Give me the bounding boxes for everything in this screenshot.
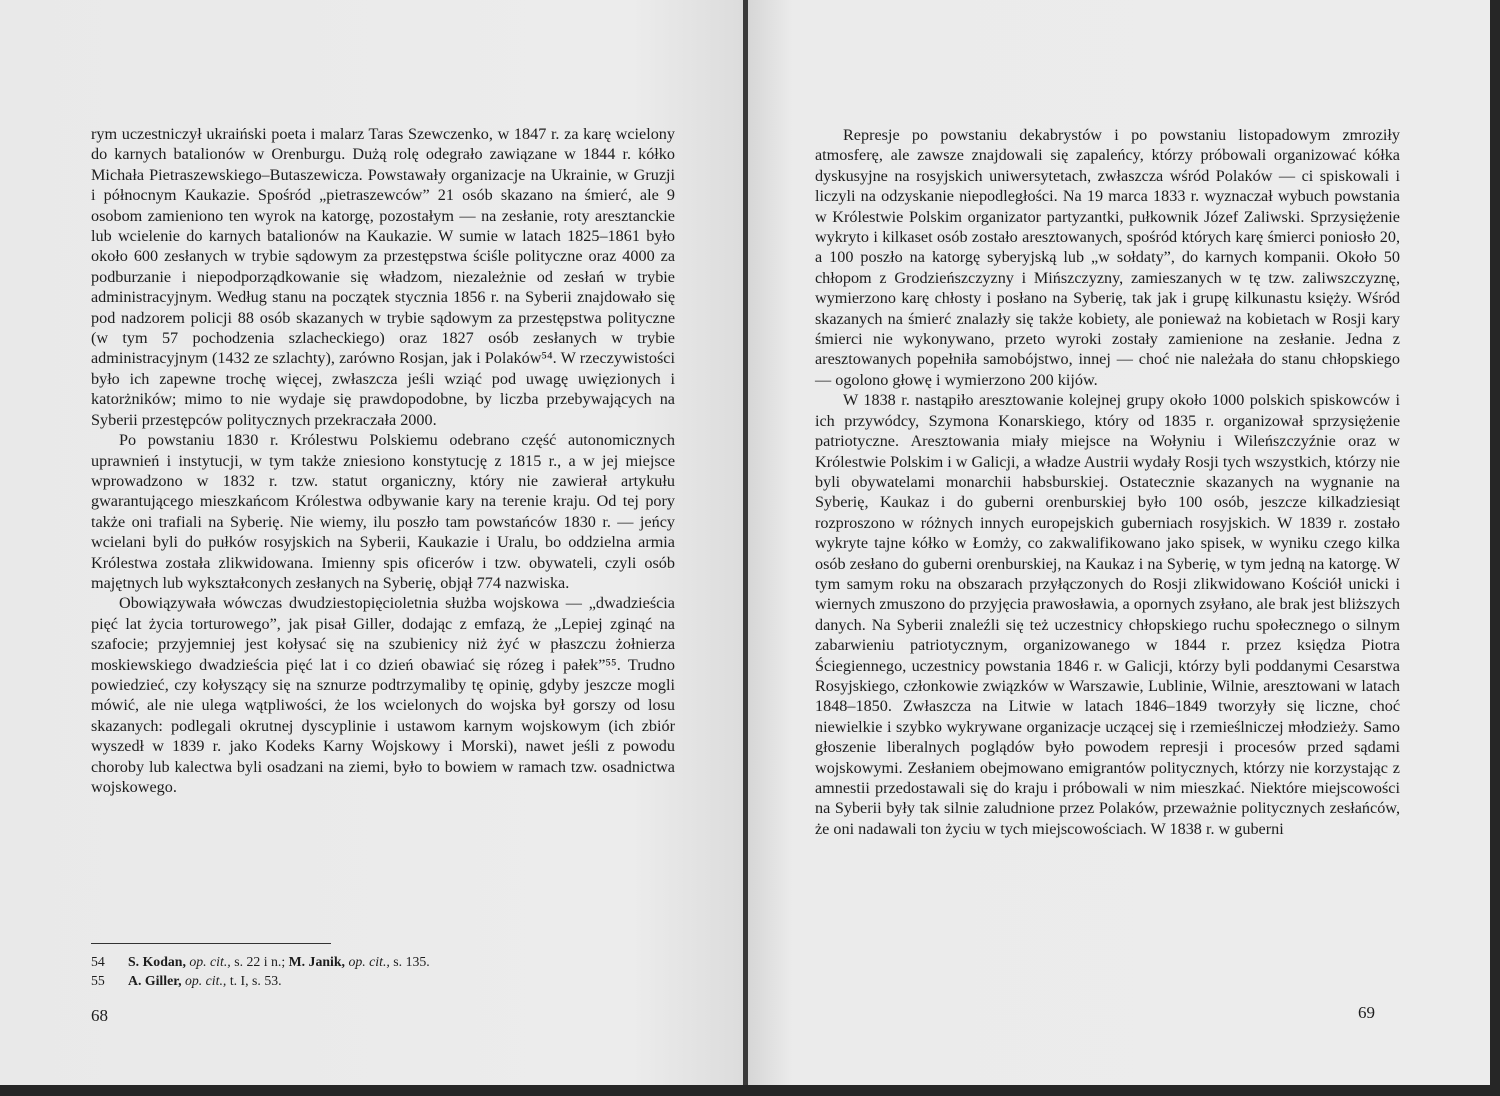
- right-page-body: [815, 125, 1400, 839]
- paragraph: rym uczestniczył ukraiński poeta i malarz Taras Szewczenko, w 1847 r. za karę wcielony do karnych batalionów w Orenburgu. Dużą rolę odegrało zawiązane w 1844 r. kółko Michała Pietraszewskiego–Butaszewicza. Powstawały organizacje na Ukrainie, w Gruzji i północnym Kaukazie. Spośród „pietraszewców” 21 osób skazano na śmierć, ale 9 osobom zamieniono ten wyrok na katorgę, pozostałym — na zesłanie, roty aresztanckie lub wcielenie do karnych batalionów na Kaukazie. W sumie w latach 1825–1861 było około 600 zesłanych w trybie sądowym za przestępstwa ściśle polityczne oraz 4000 za podburzanie i niepodporządkowanie się władzom, niezależnie od zesłań w trybie administracyjnym. Według stanu na początek stycznia 1856 r. na Syberii znajdowało się pod nadzorem policji 88 osób skazanych w trybie sądowym za przestępstwa polityczne (w tym 57 pochodzenia szlacheckiego) oraz 1827 osób zesłanych w trybie administracyjnym (1432 ze szlachty), zarówno Rosjan, jak i Polaków⁵⁴. W rzeczywistości było ich zapewne trochę więcej, zwłaszcza jeśli wziąć pod uwagę uwięzionych i katorżników; mimo to nie wydaje się prawdopodobne, by liczba przebywających na Syberii przestępców politycznych przekraczała 2000.: [91, 125, 675, 429]
- footnote-ref: s. 22 i n.;: [234, 954, 289, 969]
- footnote-opcit: op. cit.,: [184, 973, 227, 988]
- paragraph: W 1838 r. nastąpiło aresztowanie kolejnej grupy około 1000 polskich spiskowców i ich przywódcy, Szymona Konarskiego, który od 1835 r. organizował sprzysiężenie patriotyczne. Aresztowania miały miejsce na Wołyniu i Wileńszczyźnie oraz w Królestwie Polskim i w Galicji, a władze Austrii wydały Rosji tych wszystkich, którzy nie byli obywatelami monarchii habsburskiej. Ostatecznie skazanych na wygnanie na Syberię, Kaukaz i do guberni orenburskiej było 100 osób, jeszcze kilkadziesiąt rozproszono w różnych innych europejskich guberniach rosyjskich. W 1839 r. zostało wykryte tajne kółko w Łomży, co zakwalifikowano jako spisek, w wyniku czego kilka osób zesłano do guberni orenburskiej, na Kaukaz i na Syberię, w tym jedną na katorgę. W tym samym roku na obszarach przyłączonych do Rosji zlikwidowano Kościół unicki i wiernych zmuszono do przyjęcia prawosławia, a opornych zsyłano, ale brak jest bliższych danych. Na Syberii znaleźli się też uczestnicy chłopskiego ruchu społecznego o silnym zabarwieniu patriotycznym, organizowanego w 1844 r. przez księdza Piotra Ściegiennego, uczestnicy powstania 1846 r. w Galicji, którzy byli poddanymi Cesarstwa Rosyjskiego, członkowie związków w Warszawie, Lublinie, Wilnie, aresztowani w latach 1848–1850. Zwłaszcza na Litwie w latach 1846–1849 tworzyły się liczne, choć niewielkie i szybko wykrywane organizacje uczącej się i rzemieślniczej młodzieży. Samo głoszenie liberalnych poglądów było powodem represji i procesów przed sądami wojskowymi. Zesłaniem obejmowano emigrantów politycznych, którzy nie korzystając z amnestii przedostawali się do kraju i próbowali w nim mieszkać. Niektóre miejscowości na Syberii były tak silnie zaludnione przez Polaków, przeważnie politycznych zesłańców, że oni nadawali ton życiu w tych miejscowościach. W 1838 r. w guberni: [815, 391, 1400, 838]
- footnote-author: M. Janik,: [288, 954, 345, 969]
- scan-border: [0, 1085, 1500, 1096]
- footnote: [91, 952, 675, 971]
- footnote-opcit: op. cit.,: [189, 954, 231, 969]
- left-page-body: [91, 124, 675, 797]
- paragraph: Obowiązywała wówczas dwudziestopięcioletnia służba wojskowa — „dwadzieścia pięć lat życia torturowego”, jak pisał Giller, dodając z emfazą, że „Lepiej zginąć na szafocie; przyjemniej jest kołysać się na szubienicy niż żyć w płaszczu żołnierza moskiewskiego dwadzieścia pięć lat i co dzień obawiać się rózeg i pałek”⁵⁵. Trudno powiedzieć, czy kołyszący się na sznurze podtrzymaliby tę opinię, gdyby jeszcze mogli mówić, ale nie ulega wątpliwości, że los wcielonych do wojska był gorszy od losu skazanych: podlegali okrutnej dyscyplinie i ustawom karnym wojskowym (ich zbiór wyszedł w 1839 r. jako Kodeks Karny Wojskowy i Morski), nawet jeśli z powodu choroby lub kalectwa byli osadzani na ziemi, było to bowiem w ramach tzw. osadnictwa wojskowego.: [91, 594, 675, 796]
- footnote-opcit: op. cit.,: [348, 954, 390, 969]
- footnote-author: S. Kodan,: [128, 954, 186, 969]
- footnote-text: [128, 952, 430, 971]
- left-page: [0, 0, 743, 1085]
- footnote-divider: [91, 943, 331, 944]
- footnote-ref: s. 135.: [393, 954, 430, 969]
- footnote-number: 54: [91, 954, 105, 969]
- paragraph: Po powstaniu 1830 r. Królestwu Polskiemu odebrano część autonomicznych uprawnień i instytucji, w tym także zniesiono konstytucję z 1815 r., a w jej miejsce wprowadzono w 1832 r. tzw. statut organiczny, który nie zawierał artykułu gwarantującego mieszkańcom Królestwa odbywanie kary na terenie kraju. Od tej pory także oni trafiali na Syberię. Nie wiemy, ilu poszło tam powstańców 1830 r. — jeńcy wcielani byli do pułków rosyjskich na Syberii, Kaukazie i Uralu, bo oddzielna armia Królestwa została zlikwidowana. Imienny spis oficerów i tzw. obywateli, czyli osób majętnych lub wykształconych zesłanych na Syberię, objął 774 nazwiska.: [91, 431, 675, 592]
- page-number: 68: [91, 1006, 108, 1025]
- paragraph: Represje po powstaniu dekabrystów i po powstaniu listopadowym zmroziły atmosferę, ale zawsze znajdowali się zapaleńcy, którzy próbowali organizować kółka dyskusyjne na rosyjskich uniwersytetach, zwłaszcza wśród Polaków — ci spiskowali i liczyli na odzyskanie niepodległości. Na 19 marca 1833 r. wyznaczał wybuch powstania w Królestwie Polskim organizator partyzantki, pułkownik Józef Zaliwski. Sprzysiężenie wykryto i kilkaset osób zostało aresztowanych, spośród których karę śmierci poniosło 20, a 100 poszło na katorgę syberyjską lub „w sołdaty”, do karnych kompanii. Około 50 chłopom z Grodzieńszczyzny i Mińszczyzny, zamieszanych w tę tzw. zaliwszczyznę, wymierzono karę chłosty i posłano na Syberię, tak jak i grupę kilkunastu księży. Wśród skazanych na śmierć znalazły się także kobiety, ale ponieważ na kobietach w Rosji kary śmierci nie wykonywano, przeto wyroki zostały zamienione na zesłanie. Jedna z aresztowanych popełniła samobójstwo, innej — choć nie należała do stanu chłopskiego — ogolono głowę i wymierzono 200 kijów.: [815, 126, 1400, 389]
- scan-border: [1490, 0, 1500, 1096]
- footnote-author: A. Giller,: [128, 973, 182, 988]
- footnote: [91, 971, 675, 990]
- page-number: 69: [1358, 1003, 1375, 1022]
- footnote-ref: t. I, s. 53.: [229, 973, 282, 988]
- right-page: [748, 0, 1490, 1085]
- footnotes: [91, 952, 675, 990]
- footnote-text: [128, 971, 282, 990]
- footnote-number: 55: [91, 973, 105, 988]
